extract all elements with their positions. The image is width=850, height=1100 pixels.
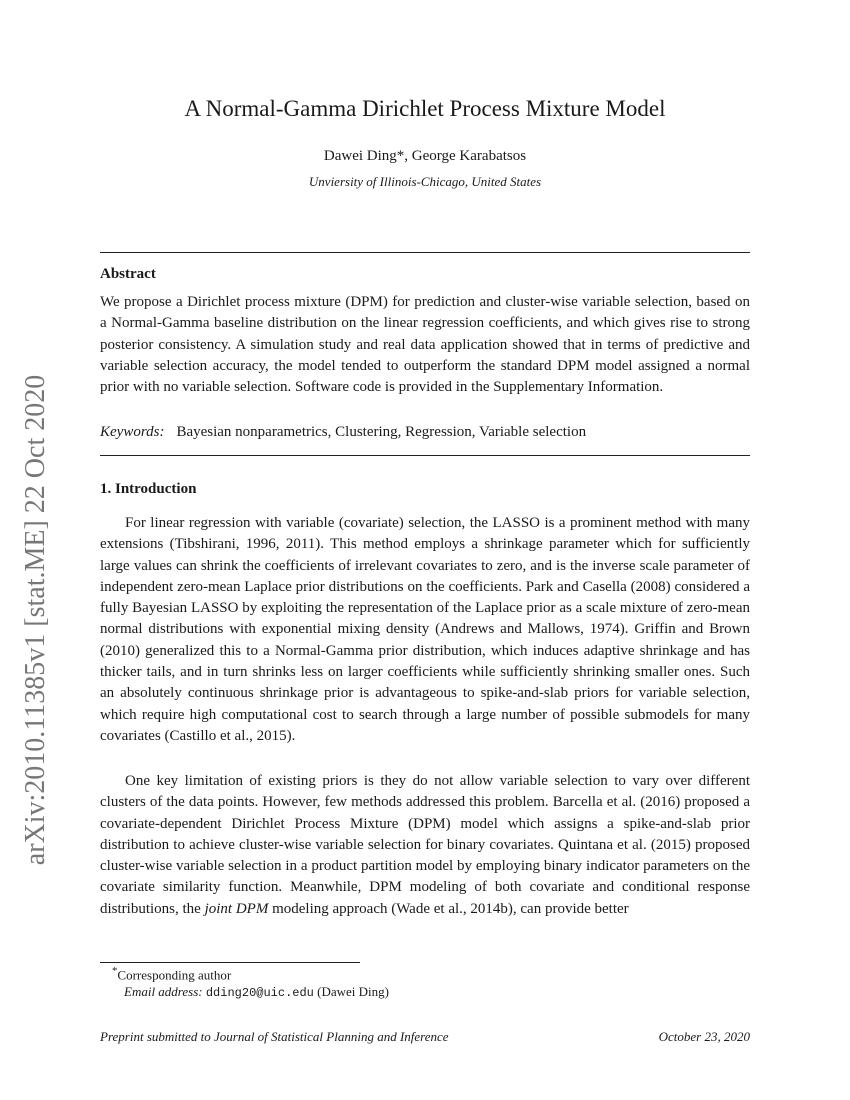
footer-date: October 23, 2020 — [658, 1029, 750, 1044]
email-address[interactable]: dding20@uic.edu — [205, 986, 314, 1000]
paper-title: A Normal-Gamma Dirichlet Process Mixture Model — [184, 96, 666, 121]
intro-paragraph-1: For linear regression with variable (covariate) selection, the LASSO is a prominent method with many extensions (Tibshirani, 1996, 2011). This method employs a shrinkage parameter which for sufficiently large values can shrink the coefficients of irrelevant covariates to zero, and is the inverse scale parameter of independent zero-mean Laplace prior distributions on the coefficients. Park and Casella (2008) considered a fully Bayesian LASSO by exploiting the representation of the Laplace prior as a scale mixture of zero-mean normal distributions with exponential mixing density (Andrews and Mallows, 1974). Griffin and Brown (2010) generalized this to a Normal-Gamma prior distribution, which induces adaptive shrinkage and has thicker tails, and in turn shrinks less on larger coefficients while sufficiently shrinking smaller ones. Such an absolutely continuous shrinkage prior is advantageous to spike-and-slab priors for variable selection, which require high computational cost to search through a large number of possible submodels for many covariates (Castillo et al., 2015). — [100, 515, 750, 744]
intro-p2-text: One key limitation of existing priors is they do not allow variable selection to vary over different clusters of the data points. However, few methods addressed this problem. Barcella et al. (2016) proposed a covariate-dependent Dirichlet Process Mixture (DPM) model which assigns a spike-and-slab prior distribution to achieve cluster-wise variable selection for binary covariates. Quintana et al. (2015) proposed cluster-wise variable selection in a product partition model by employing binary indicator parameters on the covariate similarity function. Meanwhile, DPM modeling of both covariate and conditional response distributions, the — [100, 773, 750, 917]
email-owner: (Dawei Ding) — [317, 984, 389, 999]
footnote-email — [124, 984, 389, 1000]
section-heading-introduction: 1. Introduction — [100, 481, 197, 497]
footnote-corresponding-text: Corresponding author — [117, 967, 232, 983]
footnote-mark: * — [112, 965, 118, 977]
intro-p2-tail: modeling approach (Wade et al., 2014b), can provide better — [268, 900, 629, 917]
abstract-text: We propose a Dirichlet process mixture (DPM) for prediction and cluster-wise variable selection, based on a Normal-Gamma baseline distribution on the linear regression coefficients, and which gives rise to strong posterior consistency. A simulation study and real data application showed that in terms of predictive and variable selection accuracy, the model tended to outperform the standard DPM model assigned a normal prior with no variable selection. Software code is provided in the Supplementary Information. — [100, 294, 750, 396]
keywords-label: Keywords: — [100, 424, 165, 440]
keywords-line — [100, 424, 586, 441]
arxiv-identifier: arXiv:2010.11385v1 [stat.ME] 22 Oct 2020 — [20, 374, 51, 866]
abstract-heading: Abstract — [100, 266, 156, 282]
affiliation: Unviersity of Illinois-Chicago, United States — [308, 174, 542, 189]
intro-paragraph-2 — [100, 771, 750, 920]
footnote-rule — [100, 962, 360, 963]
footnote-corresponding — [112, 965, 231, 983]
author-list: Dawei Ding*, George Karabatsos — [323, 148, 527, 164]
intro-p2-emphasis: joint DPM — [204, 900, 269, 917]
email-label: Email address: — [124, 984, 203, 999]
top-rule — [100, 252, 750, 253]
bottom-rule — [100, 455, 750, 456]
footer-preprint: Preprint submitted to Journal of Statistical Planning and Inference — [100, 1029, 449, 1044]
keywords-list: Bayesian nonparametrics, Clustering, Regression, Variable selection — [176, 424, 587, 440]
